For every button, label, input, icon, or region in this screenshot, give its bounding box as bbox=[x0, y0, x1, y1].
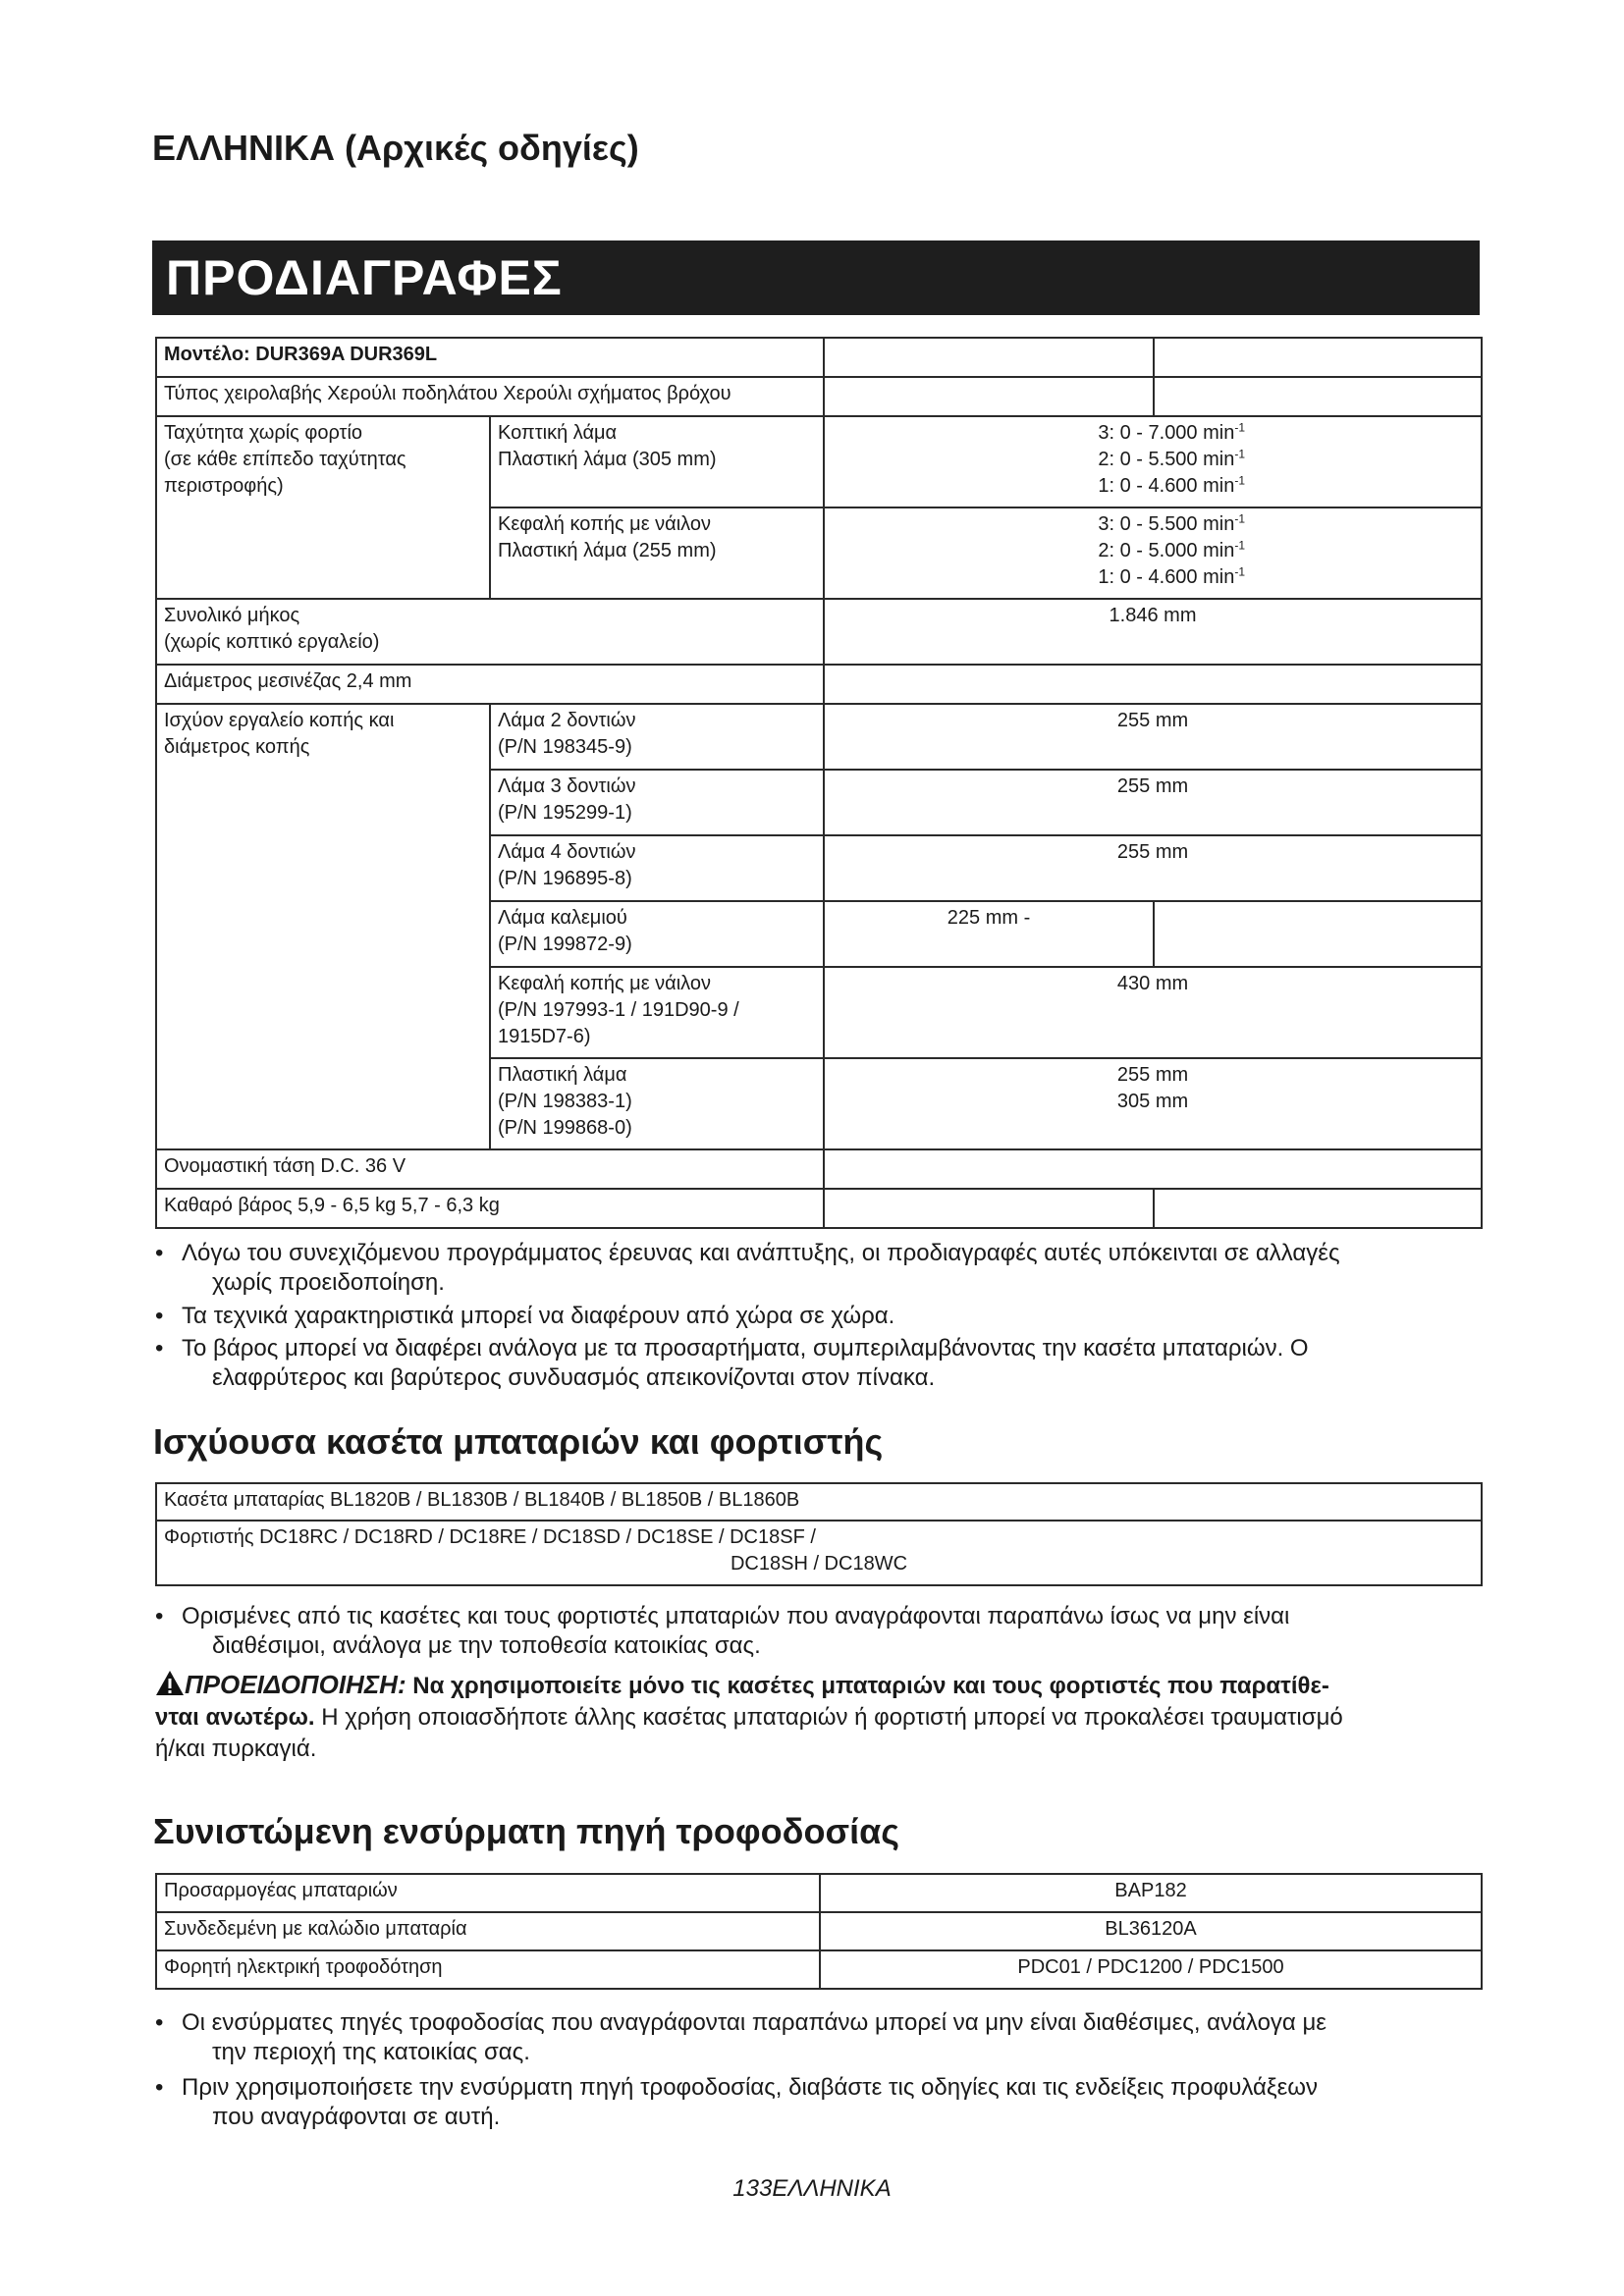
tool-name: Λάμα καλεμιού (P/N 199872-9) bbox=[490, 901, 824, 967]
cutting-tool-label: Ισχύον εργαλείο κοπής και διάμετρος κοπής bbox=[156, 704, 490, 1149]
charger-cell: Φορτιστής DC18RC / DC18RD / DC18RE / DC18SD / DC18SE / DC18SF / DC18SH / DC18WC bbox=[156, 1521, 1482, 1585]
tool-name: Κεφαλή κοπής με νάιλον (P/N 197993-1 / 191D90-9 / 1915D7-6) bbox=[490, 967, 824, 1058]
warning-icon bbox=[155, 1670, 185, 1696]
length-label: Συνολικό μήκος (χωρίς κοπτικό εργαλείο) bbox=[156, 599, 824, 665]
table-row bbox=[156, 1189, 1482, 1228]
section-banner: ΠΡΟΔΙΑΓΡΑΦΕΣ bbox=[152, 240, 1480, 315]
tool-diameter: 255 mm bbox=[824, 770, 1482, 835]
list-item: • Λόγω του συνεχιζόμενου προγράμματος έρευνας και ανάπτυξης, οι προδιαγραφές αυτές υπόκεινται σε αλλαγές χωρίς προειδοποίηση. bbox=[155, 1240, 1340, 1296]
table-row bbox=[156, 1483, 1482, 1521]
table-row bbox=[156, 1521, 1482, 1585]
list-item: • Οι ενσύρματες πηγές τροφοδοσίας που αναγράφονται παραπάνω μπορεί να μην είναι διαθέσιμες, ανάλογα με την περιοχή της κατοικίας σας. bbox=[155, 2009, 1326, 2065]
tool-name: Λάμα 3 δοντιών (P/N 195299-1) bbox=[490, 770, 824, 835]
tool-diameter: 430 mm bbox=[824, 967, 1482, 1058]
table-row bbox=[156, 704, 1482, 770]
list-item: • Ορισμένες από τις κασέτες και τους φορτιστές μπαταριών που αναγράφονται παραπάνω ίσως να μην είναι διαθέσιμοι, ανάλογα με την τοποθεσία κατοικίας σας. bbox=[155, 1603, 1290, 1659]
model-cell: Μοντέλο: DUR369A DUR369L bbox=[156, 338, 824, 377]
tool-diameter: 255 mm bbox=[824, 835, 1482, 901]
list-item: • Το βάρος μπορεί να διαφέρει ανάλογα με τα προσαρτήματα, συμπεριλαμβάνοντας την κασέτα μπαταριών. Ο ελαφρύτερος και βαρύτερος συνδυασμός απεικονίζονται στον πίνακα. bbox=[155, 1335, 1309, 1391]
tool-name: Λάμα 2 δοντιών (P/N 198345-9) bbox=[490, 704, 824, 770]
table-row bbox=[156, 377, 1482, 416]
shaft-diameter-cell: Διάμετρος μεσινέζας 2,4 mm bbox=[156, 665, 824, 704]
tool-name: Πλαστική λάμα (P/N 198383-1) (P/N 199868-0) bbox=[490, 1058, 824, 1149]
tool-diameter: 255 mm bbox=[824, 704, 1482, 770]
voltage-cell: Ονομαστική τάση D.C. 36 V bbox=[156, 1149, 824, 1189]
specifications-table bbox=[155, 337, 1483, 1229]
warning-title: ΠΡΟΕΙΔΟΠΟΙΗΣΗ: bbox=[185, 1670, 406, 1699]
language-title: ΕΛΛΗΝΙΚΑ (Αρχικές οδηγίες) bbox=[152, 128, 639, 168]
weight-cell: Καθαρό βάρος 5,9 - 6,5 kg 5,7 - 6,3 kg bbox=[156, 1189, 824, 1228]
power-heading: Συνιστώμενη ενσύρματη πηγή τροφοδοσίας bbox=[153, 1811, 899, 1851]
table-row: Συνδεδεμένη με καλώδιο μπαταρία BL36120A bbox=[156, 1912, 1482, 1950]
battery-cartridge-cell: Κασέτα μπαταρίας BL1820B / BL1830B / BL1840B / BL1850B / BL1860B bbox=[156, 1483, 1482, 1521]
tool-name: Λάμα 4 δοντιών (P/N 196895-8) bbox=[490, 835, 824, 901]
blade-b-label: Κεφαλή κοπής με νάιλον Πλαστική λάμα (255 mm) bbox=[490, 507, 824, 599]
blade-b-speeds: 3: 0 - 5.500 $\min^{-1}$ 2: 0 - 5.000 $\min^{-1}$ 1: 0 - 4.600 $\min^{-1}$ bbox=[824, 507, 1482, 599]
noload-speed-label: Ταχύτητα χωρίς φορτίο (σε κάθε επίπεδο ταχύτητας περιστροφής) bbox=[156, 416, 490, 599]
blade-a-speeds: 3: 0 - 7.000 $\min^{-1}$ 2: 0 - 5.500 $\min^{-1}$ 1: 0 - 4.600 $\min^{-1}$ bbox=[824, 416, 1482, 507]
table-row: Προσαρμογέας μπαταριών BAP182 bbox=[156, 1874, 1482, 1912]
table-row bbox=[156, 338, 1482, 377]
tool-diameter: 225 mm - bbox=[824, 901, 1154, 967]
length-value: 1.846 mm bbox=[824, 599, 1482, 665]
table-row: Φορητή ηλεκτρική τροφοδότηση PDC01 / PDC1200 / PDC1500 bbox=[156, 1950, 1482, 1989]
list-item: • Τα τεχνικά χαρακτηριστικά μπορεί να διαφέρουν από χώρα σε χώρα. bbox=[155, 1303, 895, 1329]
battery-table bbox=[155, 1482, 1483, 1586]
tool-diameter: 255 mm 305 mm bbox=[824, 1058, 1482, 1149]
page-number: 133ΕΛΛΗΝΙΚΑ bbox=[732, 2175, 892, 2202]
table-row bbox=[156, 1149, 1482, 1189]
table-row bbox=[156, 665, 1482, 704]
handle-type-cell: Τύπος χειρολαβής Χερούλι ποδηλάτου Χερούλι σχήματος βρόχου bbox=[156, 377, 824, 416]
power-table bbox=[155, 1873, 1483, 1990]
table-row bbox=[156, 416, 1482, 507]
battery-heading: Ισχύουσα κασέτα μπαταριών και φορτιστής bbox=[153, 1421, 884, 1462]
table-row bbox=[156, 599, 1482, 665]
list-item: • Πριν χρησιμοποιήσετε την ενσύρματη πηγή τροφοδοσίας, διαβάστε τις οδηγίες και τις ενδείξεις προφυλάξεων που αναγράφονται σε αυτή. bbox=[155, 2074, 1319, 2130]
blade-a-label: Κοπτική λάμα Πλαστική λάμα (305 mm) bbox=[490, 416, 824, 507]
warning-block: ΠΡΟΕΙΔΟΠΟΙΗΣΗ: Να χρησιμοποιείτε μόνο τις κασέτες μπαταριών και τους φορτιστές που παρατίθε- νται ανωτέρω. Η χρήση οποιασδήποτε άλλης κασέτας μπαταριών ή φορτιστή μπορεί να προκαλέσει τραυματισμό ή/και πυρκαγιά. bbox=[155, 1670, 1343, 1762]
